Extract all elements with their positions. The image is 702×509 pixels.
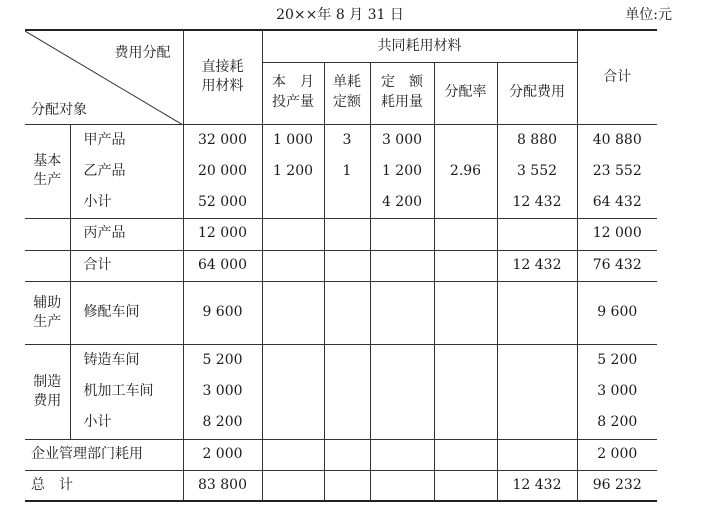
row-label-basic-total: 合计: [70, 250, 183, 281]
cell-direct: 8 200: [183, 407, 262, 439]
header-quota-consumption: 定 额 耗用量: [370, 62, 434, 124]
row-label-machining-workshop: 机加工车间: [70, 376, 183, 407]
corner-label-allocation-target: 分配对象: [31, 102, 87, 118]
cell-total: 23 552: [577, 156, 657, 187]
cell-alloc: 8 880: [497, 124, 577, 156]
cell-quota: 3 000: [370, 124, 434, 156]
row-label-subtotal: 小计: [70, 187, 183, 218]
header-allocated-cost: 分配费用: [497, 62, 577, 124]
cell-direct: 12 000: [183, 218, 262, 250]
header-allocation-rate: 分配率: [434, 62, 497, 124]
table-row: [25, 156, 657, 187]
cell-quota: 1 200: [370, 156, 434, 187]
table-row: [25, 470, 657, 501]
cell-direct: 9 600: [183, 281, 262, 344]
header-direct-material: 直接耗 用材料: [183, 30, 262, 124]
cell-direct: 32 000: [183, 124, 262, 156]
table-row: [25, 281, 657, 344]
cell-total: 40 880: [577, 124, 657, 156]
cell-total: 3 000: [577, 376, 657, 407]
group-basic-production: 基本 生产: [25, 124, 70, 218]
header-total: 合计: [577, 30, 657, 124]
cell-total: 96 232: [577, 470, 657, 501]
row-label-admin-dept: 企业管理部门耗用: [25, 439, 183, 470]
cell-total: 2 000: [577, 439, 657, 470]
cell-invest: 1 000: [262, 124, 324, 156]
cell-unit-use: [324, 187, 370, 218]
row-label-casting-workshop: 铸造车间: [70, 344, 183, 376]
cell-rate: [434, 124, 497, 156]
report-date: 20××年 8 月 31 日: [276, 7, 404, 23]
cell-invest: [262, 187, 324, 218]
group-manufacturing-overhead: 制造 费用: [25, 344, 70, 439]
header-unit-consumption-quota: 单耗 定额: [324, 62, 370, 124]
cell-total: 5 200: [577, 344, 657, 376]
currency-unit: 单位:元: [625, 7, 672, 23]
row-label-product-yi: 乙产品: [70, 156, 183, 187]
table-row: [25, 344, 657, 376]
cell-total: 64 432: [577, 187, 657, 218]
cell-direct: 52 000: [183, 187, 262, 218]
cell-invest: 1 200: [262, 156, 324, 187]
cell-direct: 20 000: [183, 156, 262, 187]
row-label-product-jia: 甲产品: [70, 124, 183, 156]
cell-quota: 4 200: [370, 187, 434, 218]
cell-direct: 64 000: [183, 250, 262, 281]
row-label-repair-workshop: 修配车间: [70, 281, 183, 344]
table-row: [25, 124, 657, 156]
cell-direct: 3 000: [183, 376, 262, 407]
cell-total: 12 000: [577, 218, 657, 250]
cell-unit-use: 1: [324, 156, 370, 187]
row-label-product-bing: 丙产品: [70, 218, 183, 250]
cell-direct: 2 000: [183, 439, 262, 470]
header-shared-material: 共同耗用材料: [262, 30, 577, 62]
cell-rate: [434, 187, 497, 218]
cell-alloc: 3 552: [497, 156, 577, 187]
table-row: [25, 218, 657, 250]
cell-alloc: 12 432: [497, 250, 577, 281]
group-auxiliary-production: 辅助 生产: [25, 281, 70, 344]
header-monthly-output: 本 月 投产量: [262, 62, 324, 124]
cell-alloc: 12 432: [497, 187, 577, 218]
row-label-grand-total: 总 计: [25, 470, 183, 501]
cell-total: 8 200: [577, 407, 657, 439]
cell-rate: 2.96: [434, 156, 497, 187]
cell-unit-use: 3: [324, 124, 370, 156]
corner-label-cost-allocation: 费用分配: [114, 45, 171, 61]
row-label-subtotal: 小计: [70, 407, 183, 439]
table-row: [25, 250, 657, 281]
table-row: [25, 187, 657, 218]
header-corner-cell: [25, 30, 183, 124]
cell-direct: 5 200: [183, 344, 262, 376]
cell-direct: 83 800: [183, 470, 262, 501]
table-row: [25, 407, 657, 439]
table-row: [25, 376, 657, 407]
table-row: [25, 439, 657, 470]
cell-total: 9 600: [577, 281, 657, 344]
material-allocation-table: [25, 29, 657, 502]
cell-alloc: 12 432: [497, 470, 577, 501]
cell-total: 76 432: [577, 250, 657, 281]
